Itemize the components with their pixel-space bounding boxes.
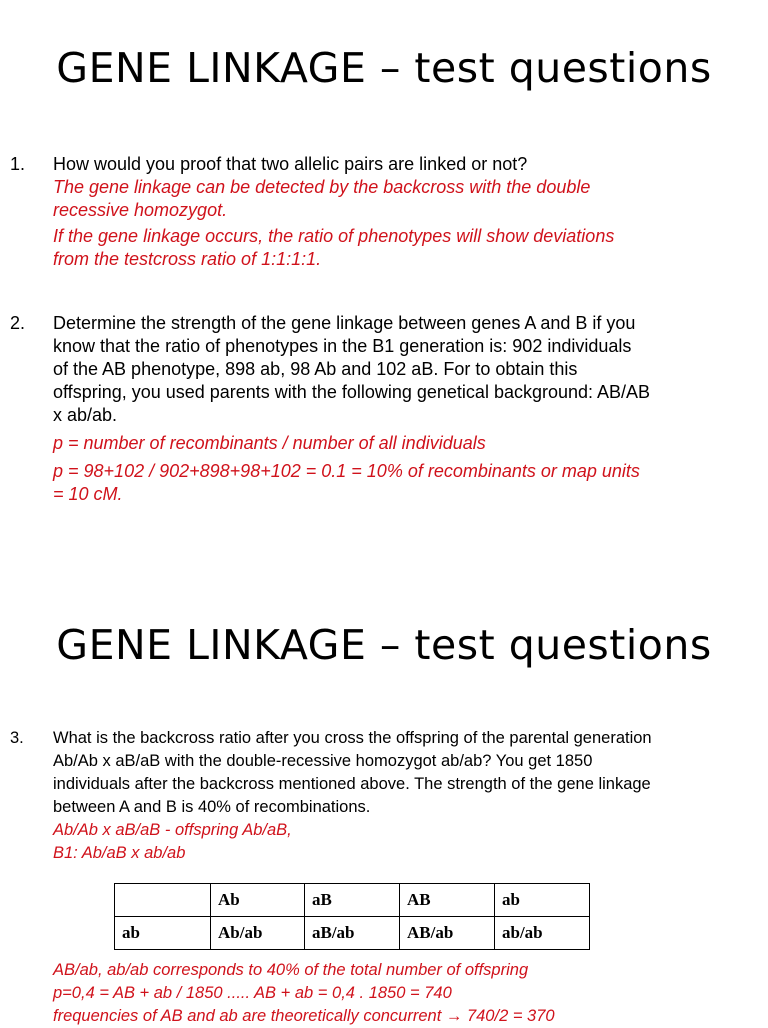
answer-line: p = 98+102 / 902+898+98+102 = 0.1 = 10% of recombinants or map units — [53, 461, 640, 481]
answer-text: frequencies of AB and ab are theoretically concurrent — [53, 1007, 446, 1025]
question-text-line: Ab/Ab x aB/aB with the double-recessive homozygot ab/ab? You get 1850 — [53, 752, 593, 770]
table-header-cell: ab — [495, 884, 590, 917]
question-text-line: x ab/ab. — [53, 405, 118, 425]
table-row-header-cell: ab — [115, 917, 211, 950]
answer-line: = 10 cM. — [53, 484, 123, 504]
question-text-line: Determine the strength of the gene linkage between genes A and B if you — [53, 313, 636, 333]
slide-title: GENE LINKAGE – test questions — [56, 621, 712, 669]
table-cell: Ab/ab — [211, 917, 305, 950]
answer-line: The gene linkage can be detected by the backcross with the double — [53, 177, 591, 197]
answer-line: p=0,4 = AB + ab / 1850 ..... AB + ab = 0,4 . 1850 = 740 — [53, 984, 452, 1002]
table-header-cell: Ab — [211, 884, 305, 917]
question-number: 2. — [10, 313, 26, 333]
table-cell — [115, 884, 211, 917]
question-text-line: How would you proof that two allelic pairs are linked or not? — [53, 154, 528, 174]
question-body — [53, 727, 652, 865]
slide-2 — [0, 590, 768, 1024]
table-row — [115, 917, 590, 950]
question-text-line: of the AB phenotype, 898 ab, 98 Ab and 102 aB. For to obtain this — [53, 359, 578, 379]
table-header-cell: aB — [305, 884, 400, 917]
table-cell: aB/ab — [305, 917, 400, 950]
answer-line-final — [53, 1005, 555, 1028]
question-text-line: between A and B is 40% of recombinations. — [53, 798, 371, 816]
table-cell: AB/ab — [400, 917, 495, 950]
right-arrow-icon: → — [445, 1007, 463, 1025]
question-text-line: individuals after the backcross mentioned above. The strength of the gene linkage — [53, 775, 651, 793]
table-header-cell: AB — [400, 884, 495, 917]
table-header-row — [115, 884, 590, 917]
answer-line: AB/ab, ab/ab corresponds to 40% of the total number of offspring — [53, 961, 529, 979]
answer-line: p = number of recombinants / number of all individuals — [53, 433, 486, 453]
slide-title: GENE LINKAGE – test questions — [56, 44, 712, 92]
question-text-line: know that the ratio of phenotypes in the B1 generation is: 902 individuals — [53, 336, 632, 356]
question-number: 1. — [10, 154, 26, 174]
question-number: 3. — [10, 729, 24, 747]
answer-line: B1: Ab/aB x ab/ab — [53, 844, 186, 862]
question-text-line: offspring, you used parents with the following genetical background: AB/AB — [53, 382, 651, 402]
answer-line: If the gene linkage occurs, the ratio of phenotypes will show deviations — [53, 226, 615, 246]
backcross-table — [114, 883, 590, 950]
answer-line: Ab/Ab x aB/aB - offspring Ab/aB, — [53, 821, 292, 839]
question-body — [53, 312, 650, 506]
answer-line: recessive homozygot. — [53, 200, 228, 220]
answer-text: 740/2 = 370 — [462, 1007, 555, 1025]
answer-line: from the testcross ratio of 1:1:1:1. — [53, 249, 322, 269]
table-cell: ab/ab — [495, 917, 590, 950]
question-body — [53, 153, 614, 271]
answer-body — [53, 959, 555, 1028]
question-text-line: What is the backcross ratio after you cross the offspring of the parental generation — [53, 729, 652, 747]
